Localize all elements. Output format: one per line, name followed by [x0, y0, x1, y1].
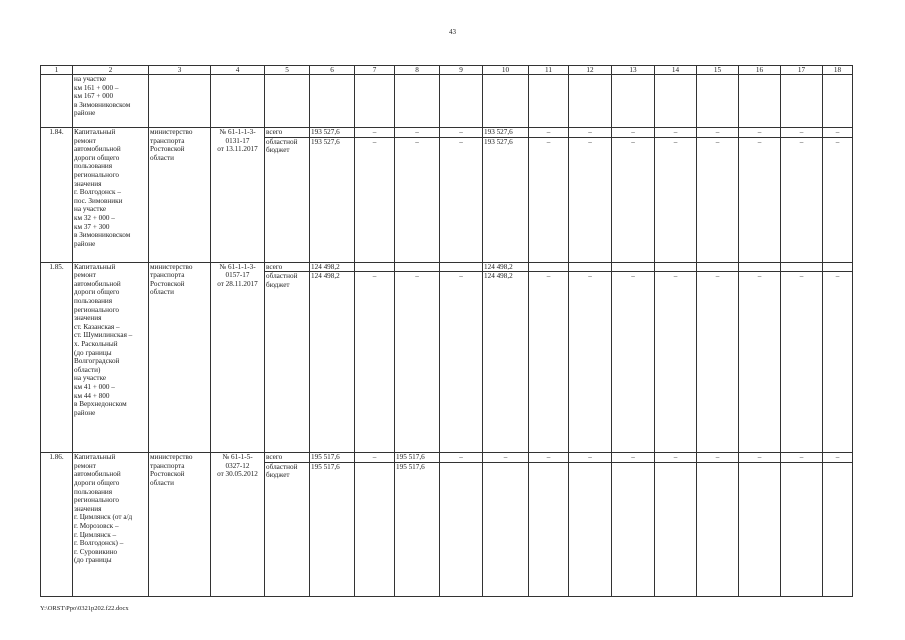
expertise-doc: № 61-1-5- 0327-12 от 30.05.2012	[211, 453, 265, 597]
responsible-org: министерство транспорта Ростовской области	[149, 453, 211, 597]
amount-cell	[355, 262, 395, 272]
amount-cell: –	[823, 128, 853, 138]
amount-cell: –	[395, 137, 440, 262]
funding-source: всего	[265, 128, 310, 138]
amount-cell	[739, 262, 781, 272]
amount-cell: –	[781, 272, 823, 453]
amount-cell: –	[529, 128, 569, 138]
column-number: 15	[697, 66, 739, 75]
amount-cell: –	[655, 453, 697, 463]
amount-cell: –	[483, 453, 529, 463]
page-number: 43	[449, 28, 456, 36]
column-number: 2	[73, 66, 149, 75]
table-row	[41, 453, 853, 463]
amount-cell	[529, 262, 569, 272]
expertise-doc: № 61-1-1-3- 0131-17 от 13.11.2017	[211, 128, 265, 263]
amount-cell: –	[781, 128, 823, 138]
continuation-row	[41, 75, 853, 128]
amount-cell: –	[823, 453, 853, 463]
funding-source: областной бюджет	[265, 272, 310, 453]
column-number: 18	[823, 66, 853, 75]
column-number: 6	[310, 66, 355, 75]
amount-cell: –	[781, 137, 823, 262]
amount-cell: –	[569, 137, 612, 262]
amount-cell: 195 517,6	[395, 462, 440, 596]
amount-cell: –	[569, 272, 612, 453]
amount-cell: 193 527,6	[483, 128, 529, 138]
amount-cell	[655, 262, 697, 272]
amount-cell: 195 517,6	[395, 453, 440, 463]
funding-source: областной бюджет	[265, 137, 310, 262]
amount-cell: –	[440, 453, 483, 463]
amount-cell: –	[529, 137, 569, 262]
amount-cell: –	[529, 453, 569, 463]
column-number: 3	[149, 66, 211, 75]
column-number: 1	[41, 66, 73, 75]
amount-cell	[697, 462, 739, 596]
column-number: 8	[395, 66, 440, 75]
amount-cell	[655, 462, 697, 596]
funding-source: областной бюджет	[265, 462, 310, 596]
amount-cell: –	[355, 272, 395, 453]
amount-cell: –	[440, 272, 483, 453]
amount-cell	[781, 262, 823, 272]
amount-cell: –	[355, 137, 395, 262]
amount-cell: –	[739, 137, 781, 262]
amount-cell	[440, 462, 483, 596]
row-number: 1.86.	[41, 453, 73, 597]
amount-cell: –	[395, 272, 440, 453]
column-number: 17	[781, 66, 823, 75]
expertise-doc: № 61-1-1-3- 0157-17 от 28.11.2017	[211, 262, 265, 453]
amount-cell	[569, 262, 612, 272]
amount-cell	[612, 262, 655, 272]
column-number: 13	[612, 66, 655, 75]
column-number: 11	[529, 66, 569, 75]
column-number: 14	[655, 66, 697, 75]
amount-cell	[529, 462, 569, 596]
amount-cell: 124 498,2	[310, 272, 355, 453]
amount-cell: –	[739, 128, 781, 138]
amount-cell: –	[395, 128, 440, 138]
amount-cell: –	[655, 272, 697, 453]
amount-cell	[483, 462, 529, 596]
amount-cell: 124 498,2	[483, 262, 529, 272]
amount-cell: –	[612, 272, 655, 453]
amount-cell: –	[739, 272, 781, 453]
amount-cell: –	[823, 137, 853, 262]
amount-cell	[781, 462, 823, 596]
amount-cell	[697, 262, 739, 272]
amount-cell: –	[440, 128, 483, 138]
amount-cell: –	[529, 272, 569, 453]
amount-cell: –	[697, 137, 739, 262]
table-row	[41, 128, 853, 138]
amount-cell: –	[655, 137, 697, 262]
amount-cell: 193 527,6	[483, 137, 529, 262]
amount-cell	[823, 462, 853, 596]
amount-cell	[440, 262, 483, 272]
amount-cell: –	[697, 128, 739, 138]
column-number: 5	[265, 66, 310, 75]
amount-cell: –	[569, 453, 612, 463]
amount-cell	[395, 262, 440, 272]
file-path-footer: Y:\ORST\Ppo\0321p202.f22.docx	[40, 605, 129, 612]
column-number: 16	[739, 66, 781, 75]
row-number: 1.84.	[41, 128, 73, 263]
amount-cell: 193 527,6	[310, 128, 355, 138]
object-name: Капитальный ремонт автомобильной дороги общего пользования регионального значения ст. Казанская – ст. Шумилинская – х. Раскольный (до границы Волгоградской области) на участке км 41 + 000 – км 44 + 800 в Верхнедонском районе	[73, 262, 149, 453]
amount-cell: –	[355, 453, 395, 463]
amount-cell: –	[569, 128, 612, 138]
amount-cell: 195 517,6	[310, 462, 355, 596]
amount-cell: –	[781, 453, 823, 463]
row-number: 1.85.	[41, 262, 73, 453]
amount-cell: 193 527,6	[310, 137, 355, 262]
amount-cell: –	[612, 453, 655, 463]
amount-cell: –	[655, 128, 697, 138]
amount-cell: –	[697, 272, 739, 453]
amount-cell: 195 517,6	[310, 453, 355, 463]
amount-cell	[569, 462, 612, 596]
amount-cell: –	[823, 272, 853, 453]
object-name: Капитальный ремонт автомобильной дороги общего пользования регионального значения г. Цимлянск (от а/д г. Морозовск – г. Цимлянск – г. Волгодонск) – г. Суровикино (до границы	[73, 453, 149, 597]
responsible-org: министерство транспорта Ростовской области	[149, 262, 211, 453]
column-number: 12	[569, 66, 612, 75]
amount-cell: 124 498,2	[310, 262, 355, 272]
amount-cell: –	[612, 128, 655, 138]
amount-cell: –	[355, 128, 395, 138]
funding-source: всего	[265, 262, 310, 272]
table-row	[41, 262, 853, 272]
amount-cell	[355, 462, 395, 596]
object-name: Капитальный ремонт автомобильной дороги общего пользования регионального значения г. Волгодонск – пос. Зимовники на участке км 32 + 000 – км 37 + 300 в Зимовниковском районе	[73, 128, 149, 263]
amount-cell	[612, 462, 655, 596]
column-number: 7	[355, 66, 395, 75]
amount-cell: –	[440, 137, 483, 262]
column-number: 4	[211, 66, 265, 75]
budget-table	[40, 65, 853, 597]
amount-cell	[823, 262, 853, 272]
header-row	[41, 66, 853, 75]
column-number: 10	[483, 66, 529, 75]
amount-cell: –	[612, 137, 655, 262]
amount-cell: –	[739, 453, 781, 463]
column-number: 9	[440, 66, 483, 75]
amount-cell: 124 498,2	[483, 272, 529, 453]
amount-cell	[739, 462, 781, 596]
object-name: на участке км 161 + 000 – км 167 + 000 в Зимовниковском районе	[73, 75, 149, 128]
amount-cell: –	[697, 453, 739, 463]
funding-source: всего	[265, 453, 310, 463]
responsible-org: министерство транспорта Ростовской области	[149, 128, 211, 263]
